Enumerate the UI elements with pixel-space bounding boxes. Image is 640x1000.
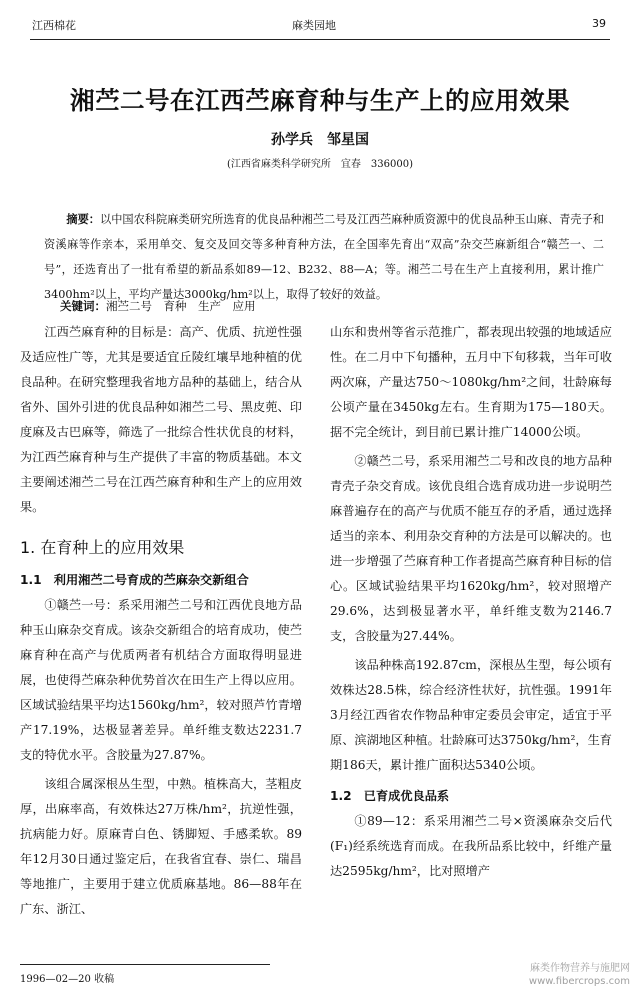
received-date-footnote: 1996—02—20 收稿 <box>20 964 270 985</box>
journal-name: 江西棉花 <box>32 19 76 32</box>
watermark <box>500 962 630 988</box>
body-paragraph: ①赣苎一号：系采用湘苎二号和江西优良地方品种玉山麻杂交育成。该杂交新组合的培育成功，使苎麻育种在高产与优质两者有机结合方面取得明显进展，也使得苎麻杂种优势首次在田生产上得以应用。区域试验结果平均达1560kg/hm²，较对照芦竹青增产17.19%，达极显著差异。单纤维支数达2231.7支的特优水平。含胶量为27.87%。 <box>20 598 302 762</box>
keywords-label: 关键词： <box>60 299 106 313</box>
intro-paragraph: 江西苎麻育种的目标是：高产、优质、抗逆性强及适应性广等，尤其是要适宜丘陵红壤旱地种植的优良品种。在研究整理我省地方品种的基础上，结合从省外、国外引进的优良品种如湘苎二号、黑皮蔸、印度麻及古巴麻等，筛选了一批综合性状优良的材料，为江西苎麻育种与生产提供了丰富的物质基础。本文主要阐述湘苎二号在江西苎麻育种和生产上的应用效果。 <box>20 325 302 514</box>
author-affiliation: (江西省麻类科学研究所 宜春 336000) <box>227 159 413 170</box>
body-paragraph: ①89—12：系采用湘苎二号×资溪麻杂交后代(F₁)经系统选育而成。在我所品系比较中，纤维产量达2595kg/hm²，比对照增产 <box>330 814 612 878</box>
subsection-heading: 1.2 已育成优良品系 <box>330 789 450 803</box>
section-name: 麻类园地 <box>292 19 336 32</box>
body-paragraph: 该品种株高192.87cm，深根丛生型，每公顷有效株达28.5株，综合经济性状好，抗性强。1991年3月经江西省农作物品种审定委员会审定，适宜于平原、滨湖地区种植。壮龄麻可达3750kg/hm²，生育期186天，累计推广面积达5340公顷。 <box>330 658 612 772</box>
subsection-heading: 1.1 利用湘苎二号育成的苎麻杂交新组合 <box>20 573 249 587</box>
keywords-text: 湘苎二号 育种 生产 应用 <box>106 299 256 313</box>
article-authors: 孙学兵 邹星国 <box>271 132 369 148</box>
abstract-label: 摘要： <box>66 213 100 226</box>
keywords <box>60 298 256 314</box>
body-paragraph: 该组合属深根丛生型，中熟。植株高大，茎粗皮厚，出麻率高，有效株达27万株/hm²，抗逆性强，抗病能力好。原麻青白色、锈脚短、手感柔软。89年12月30日通过鉴定后，在我省宜春、崇仁、瑞昌等地推广，主要用于建立优质麻基地。86—88年在广东、浙江、 <box>20 777 302 916</box>
page-number: 39 <box>592 17 606 30</box>
page-header <box>30 14 610 40</box>
right-column <box>330 320 612 884</box>
abstract <box>44 207 604 307</box>
body-paragraph: 山东和贵州等省示范推广，都表现出较强的地域适应性。在二月中下旬播种，五月中下旬移栽，当年可收两次麻，产量达750～1080kg/hm²之间，壮龄麻每公顷产量在3450kg左右。生育期为175—180天。据不完全统计，到目前已累计推广14000公顷。 <box>330 325 612 439</box>
left-column <box>20 320 302 922</box>
section-heading: 1. 在育种上的应用效果 <box>20 538 185 557</box>
body-paragraph: ②赣苎二号，系采用湘苎二号和改良的地方品种青壳子杂交育成。该优良组合选育成功进一步说明苎麻普遍存在的高产与优质不能互存的矛盾，通过选择适当的亲本、利用杂交育种的方法是可以解决的。也进一步增强了苎麻育种工作者提高苎麻育种目标的信心。区域试验结果平均1620kg/hm²，较对照增产29.6%，达到极显著水平，单纤维支数为2146.7支，含胶量为27.44%。 <box>330 454 612 643</box>
watermark-name: 麻类作物营养与施肥网 <box>530 963 630 974</box>
watermark-url: www.fibercrops.com <box>528 976 630 987</box>
article-title: 湘苎二号在江西苎麻育种与生产上的应用效果 <box>70 86 570 115</box>
abstract-text: 以中国农科院麻类研究所选育的优良品种湘苎二号及江西苎麻种质资源中的优良品种玉山麻、青壳子和资溪麻等作亲本，采用单交、复交及回交等多种育种方法，在全国率先育出“双高”杂交苎麻新组合“赣苎一、二号”，还选育出了一批有希望的新品系如89—12、B232、88—A；等。湘苎二号在生产上直接利用，累计推广3400hm²以上，平均产量达3000kg/hm²以上，取得了较好的效益。 <box>44 213 604 301</box>
